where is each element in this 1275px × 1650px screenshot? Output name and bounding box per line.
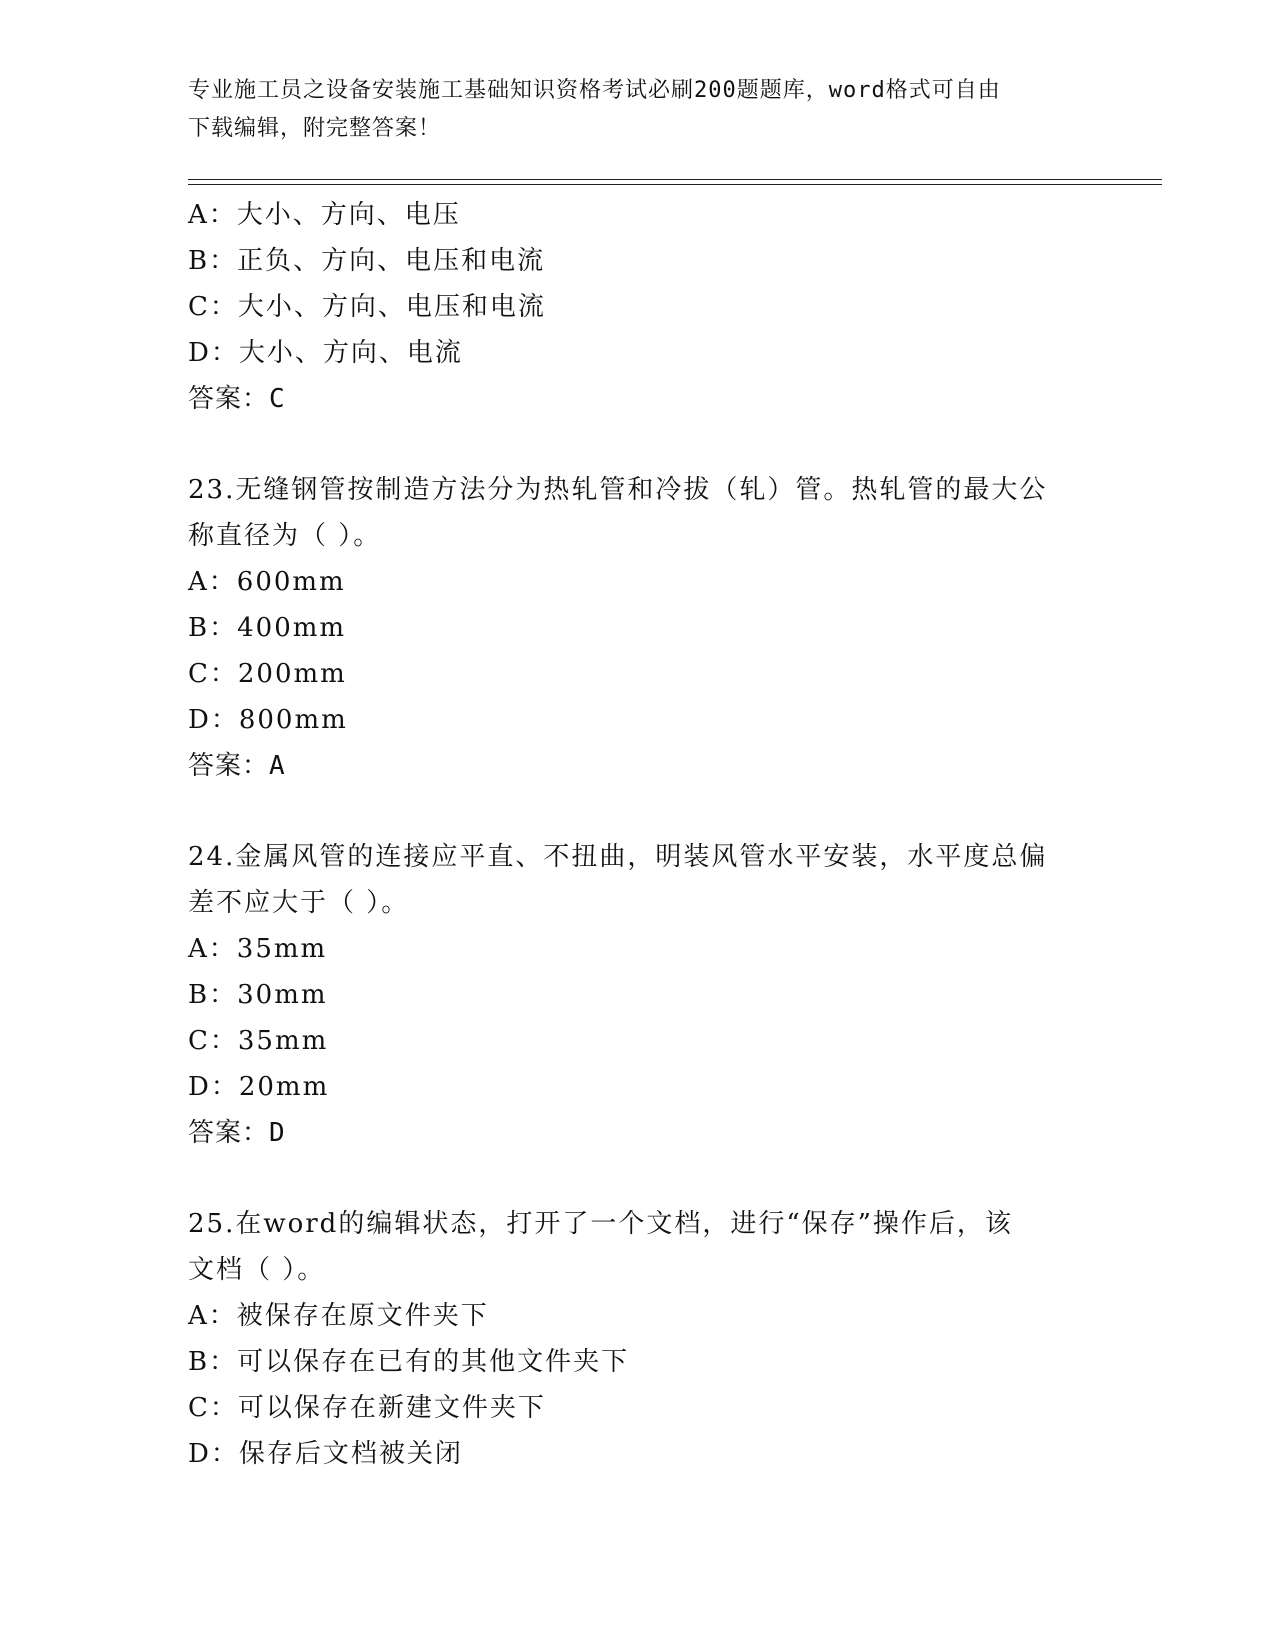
option-d: D：800mm: [188, 705, 348, 735]
option-b: B：可以保存在已有的其他文件夹下: [188, 1347, 630, 1377]
question-block: [188, 192, 1088, 422]
header-title-line-1: 专业施工员之设备安装施工基础知识资格考试必刷200题题库，word格式可自由: [188, 78, 1001, 103]
option-d: D：20mm: [188, 1072, 330, 1102]
question-text-line-2: 差不应大于（ ）。: [188, 888, 410, 918]
option-d: D：大小、方向、电流: [188, 338, 463, 368]
option-a: A：35mm: [188, 934, 328, 964]
question-text-line-1: 23.无缝钢管按制造方法分为热轧管和冷拔（轧）管。热轧管的最大公: [188, 475, 1048, 505]
option-c: C：可以保存在新建文件夹下: [188, 1393, 546, 1423]
option-b: B：400mm: [188, 613, 347, 643]
option-b: B：正负、方向、电压和电流: [188, 246, 546, 276]
question-text-line-2: 称直径为（ ）。: [188, 521, 382, 551]
document-header: [188, 72, 1088, 148]
answer-label: 答案：D: [188, 1118, 286, 1148]
option-a: A：大小、方向、电压: [188, 200, 461, 230]
question-block: [188, 1201, 1088, 1477]
option-a: A：600mm: [188, 567, 346, 597]
question-block: [188, 467, 1088, 789]
answer-label: 答案：C: [188, 384, 286, 414]
header-divider-bottom: [188, 184, 1162, 185]
option-c: C：200mm: [188, 659, 347, 689]
answer-label: 答案：A: [188, 751, 286, 781]
question-text-line-1: 25.在word的编辑状态，打开了一个文档，进行“保存”操作后，该: [188, 1209, 1013, 1239]
question-text-line-2: 文档（ ）。: [188, 1255, 326, 1285]
question-text-line-1: 24.金属风管的连接应平直、不扭曲，明装风管水平安装，水平度总偏: [188, 842, 1048, 872]
question-list: [188, 192, 1088, 1477]
option-c: C：大小、方向、电压和电流: [188, 292, 546, 322]
option-c: C：35mm: [188, 1026, 329, 1056]
header-title-line-2: 下载编辑，附完整答案！: [188, 116, 442, 141]
option-d: D：保存后文档被关闭: [188, 1439, 463, 1469]
question-block: [188, 834, 1088, 1156]
option-a: A：被保存在原文件夹下: [188, 1301, 489, 1331]
option-b: B：30mm: [188, 980, 328, 1010]
header-divider-top: [188, 179, 1162, 180]
